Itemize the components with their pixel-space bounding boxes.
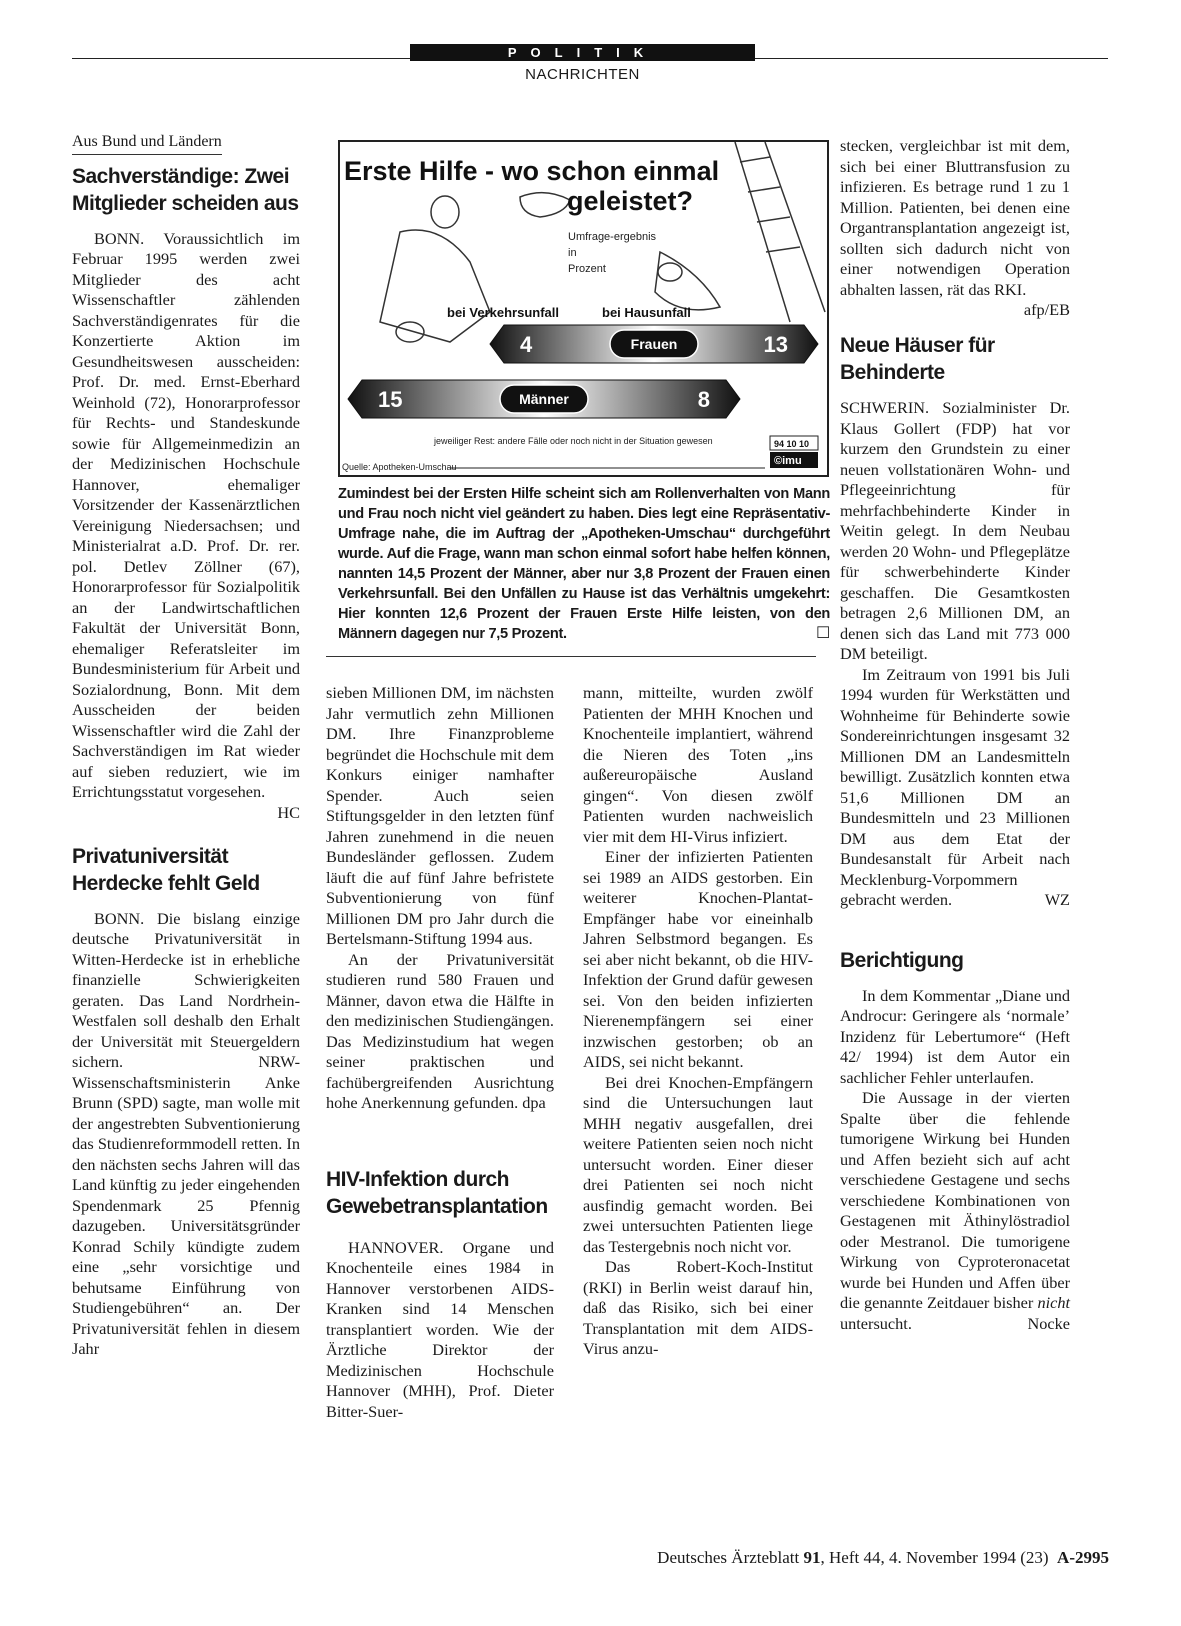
article-title: Neue Häuser für Behinderte <box>840 334 995 384</box>
section-label: POLITIK <box>410 44 755 61</box>
column-1 <box>72 131 300 1360</box>
series-label: Männer <box>519 391 569 407</box>
data-label-hausunfall: 8 <box>697 387 710 412</box>
article-body: Bei drei Knochen-Empfängern sind die Untersuchungen laut MHH negativ ausgefallen, drei weitere Patienten seien noch nicht untersucht worden. Einer dieser drei Patienten sei noch nicht ausfindig gemacht worden. Bei zwei untersuchten Patienten liege das Testergebnis noch nicht vor. <box>583 1072 813 1256</box>
page-number: A-2995 <box>1057 1548 1109 1567</box>
article-body: stecken, vergleichbar ist mit dem, sich bei einer Bluttransfusion zu infizieren. Es betrage rund 1 zu 1 Million. Patienten, bei denen eine Organtransplantation angezeigt ist, sollten sich dadurch nicht von einer notwendigen Operation abhalten lassen, rät das RKI. afp/EB <box>840 136 1070 319</box>
author-signature: Nocke <box>1027 1313 1070 1333</box>
article-body: Einer der infizierten Patienten sei 1989 an AIDS gestorben. Ein weiterer Knochen-Plantat-Empfänger habe vor eineinhalb Jahren Selbstmord begangen. Es sei aber nicht bekannt, ob die HIV-Infektion der Grund dafür gewesen sei. Von den beiden infizierten Nierenempfängern sei einer inzwischen gestorben; ob an AIDS, sei nicht bekannt. <box>583 847 813 1071</box>
page-footer: Deutsches Ärzteblatt 91, Heft 44, 4. November 1994 (23) A-2995 <box>657 1548 1109 1567</box>
column-3 <box>583 683 813 1360</box>
end-mark-icon: ☐ <box>815 625 830 642</box>
article-title: Berichtigung <box>840 948 964 972</box>
article-title: Privatuniversität Herdecke fehlt Geld <box>72 844 260 895</box>
article-body: Das Robert-Koch-Institut (RKI) in Berlin weist darauf hin, daß das Risiko, sich bei einer Transplantation mit dem AIDS-Virus anzu- <box>583 1257 813 1358</box>
author-signature: WZ <box>1044 890 1070 909</box>
article-body: BONN. Die bislang einzige deutsche Privatuniversität in Witten-Herdecke ist in erhebliche finanzielle Schwierigkeiten geraten. Das Land Nordrhein-Westfalen soll deshalb den Erhalt der Universität mit Steuergeldern sichern. NRW-Wissenschaftsministerin Anke Brunn (SPD) sagte, man wolle mit der angestrebten Subventionierung das Studienreformmodell retten. In den nächsten sechs Jahren will das Land künftig zu jeder eingehenden Spendenmark 25 Pfennig dazugeben. Universitätsgründer Konrad Schily kündigte zudem eine „sehr vorsichtige und behutsame Einführung von Studiengebühren“ an. Der Privatuniversität fehlen in diesem Jahr <box>72 908 300 1358</box>
author-signature: HC <box>277 802 300 822</box>
article-body: Im Zeitraum von 1991 bis Juli 1994 wurden für Werkstätten und Wohnheime für Behinderte sowie Sondereinrichtungen insgesamt 32 Millionen DM an Landesmitteln bewilligt. Zusätzlich konnten etwa 51,6 Millionen DM an Bundesmitteln und 23 Millionen DM aus dem Etat der Bundesanstalt für Arbeit nach Mecklenburg-Vorpommern gebracht werden. WZ <box>840 664 1070 909</box>
article-body: An der Privatuniversität studieren rund 580 Frauen und Männer, davon etwa die Hälfte in den medizinischen Studiengängen. Das Medizinstudium hat wegen seiner praktischen und fachübergreifenden Ausrichtung hohe Anerkennung gefunden. dpa <box>326 949 554 1112</box>
chart-note: jeweiliger Rest: andere Fälle oder noch nicht in der Situation gewesen <box>434 436 713 446</box>
category-label-left: bei Verkehrsunfall <box>447 305 559 320</box>
chart-credit: ©imu <box>774 455 802 467</box>
author-signature: afp/EB <box>1023 300 1070 319</box>
article-title: HIV-Infektion durch Gewebetransplantation <box>326 1167 548 1218</box>
article-body: mann, mitteilte, wurden zwölf Patienten der MHH Knochen und Knochenteile implantiert, während die Nieren des Toten „ins außereuropäische Ausland gingen“. Von diesen zwölf Patienten wurden nachweislich vier mit dem HI-Virus infiziert. <box>583 683 813 846</box>
article-body: HANNOVER. Organe und Knochenteile eines 1984 in Hannover verstorbenen AIDS-Kranken sind 14 Menschen transplantiert worden. Wie der Ärztliche Direktor der Medizinischen Hochschule Hannover (MHH), Prof. Dieter Bitter-Suer- <box>326 1237 554 1421</box>
chart-title-line2: geleistet? <box>567 186 694 216</box>
data-label-verkehrsunfall: 4 <box>520 332 533 357</box>
chart-subtitle-3: Prozent <box>568 263 606 275</box>
author-signature: dpa <box>522 1093 546 1112</box>
article-body: SCHWERIN. Sozialminister Dr. Klaus Gollert (FDP) hat vor kurzem den Grundstein zu einer neuen vollstationären Wohn- und Pflegeeinrichtung für mehrfachbehinderte Kinder in Weitin gelegt. In dem Neubau werden 20 Wohn- und Pflegeplätze für schwerbehinderte Kinder geschaffen. Die Gesamtkosten betragen 2,6 Millionen DM, an denen sich das Land mit 773 000 DM beteiligt. <box>840 398 1070 663</box>
column-2 <box>326 683 554 1422</box>
chart-title-line1: Erste Hilfe - wo schon einmal <box>344 156 720 186</box>
column-4 <box>840 136 1070 1334</box>
category-label-right: bei Hausunfall <box>602 305 691 320</box>
chart-subtitle-2: in <box>568 247 577 259</box>
data-label-verkehrsunfall: 15 <box>378 387 403 412</box>
chart-svg <box>340 142 827 475</box>
column-rule <box>326 656 816 657</box>
subsection-label: NACHRICHTEN <box>525 66 640 83</box>
chart-subtitle-1: Umfrage-ergebnis <box>568 231 657 243</box>
article-body: In dem Kommentar „Diane und Androcur: Geringere als ‘normale’ Inzidenz für Lebertumore“ (Heft 42/ 1994) ist dem Autor ein sachlicher Fehler unterlaufen. <box>840 985 1070 1087</box>
article-body: sieben Millionen DM, im nächsten Jahr vermutlich zehn Millionen DM. Ihre Finanzprobleme begründet die Hochschule mit dem Konkurs einiger namhafter Spender. Auch seien Stiftungsgelder in den letzten fünf Jahren zunehmend in die neuen Bundesländer geflossen. Zudem läuft die auf fünf Jahre befristete Subventionierung von fünf Millionen DM pro Jahr durch die Bertelsmann-Stiftung 1994 aus. <box>326 683 554 948</box>
article-body: BONN. Voraussichtlich im Februar 1995 werden zwei Mitglieder des acht Wissenschaftler zählenden Sachverständigenrates für die Konzertierte Aktion im Gesundheitswesen ausscheiden: Prof. Dr. med. Ernst-Eberhard Weinhold (72), Honorarprofessor für Rechts- und Standeskunde sowie für Allgemeinmedizin an der Medizinischen Hochschule Hannover, ehemaliger Vorsitzender der Kassenärztlichen Vereinigung Niedersachsen; und Ministerialrat a.D. Prof. Dr. rer. pol. Detlev Zöllner (67), Honorarprofessor für Sozialpolitik an der Landwirtschaftlichen Fakultät der Universität Bonn, ehemaliger Referatsleiter im Bundesministerium für Arbeit und Sozialordnung, Bonn. Mit dem Ausscheiden der beiden Wissenschaftler wird die Zahl der Sachverständigen im Rat wieder auf sieben reduziert, wie im Errichtungsstatut vorgesehen. HC <box>72 228 300 822</box>
chart-code: 94 10 10 <box>774 439 810 449</box>
article-body: Die Aussage in der vierten Spalte über die fehlende tumorigene Wirkung bei Hunden und Affen bezieht sich auf acht verschiedene Gestagene und sechs verschiedene Kombinationen von Gestagenen mit Äthinylöstradiol oder Mestranol. Die tumorigene Wirkung von Cyproteronacetat wurde bei Hunden und Affen über die genannte Zeitdauer bisher nicht untersucht. Nocke <box>840 1088 1070 1333</box>
data-label-hausunfall: 13 <box>763 332 788 357</box>
chart-caption: Zumindest bei der Ersten Hilfe scheint sich am Rollenverhalten von Mann und Frau noch nicht viel geändert zu haben. Dies legt eine Repräsentativ-Umfrage nahe, die im Auftrag der „Apotheken-Umschau“ durchgeführt wurde. Auf die Frage, wann man schon einmal sofort habe helfen können, nannten 14,5 Prozent der Männer, aber nur 3,8 Prozent der Frauen einen Verkehrsunfall. Bei den Unfällen zu Hause ist das Verhältnis umgekehrt: Hier konnten 12,6 Prozent der Frauen Erste Hilfe leisten, von den Männern dagegen nur 7,5 Prozent. ☐ <box>338 486 830 642</box>
chart-source: Quelle: Apotheken-Umschau <box>342 462 457 472</box>
series-label: Frauen <box>630 336 678 352</box>
article-title: Sachverständige: Zwei Mitglieder scheiden aus <box>72 164 299 215</box>
rubric: Aus Bund und Ländern <box>72 132 222 155</box>
infographic <box>338 140 829 477</box>
